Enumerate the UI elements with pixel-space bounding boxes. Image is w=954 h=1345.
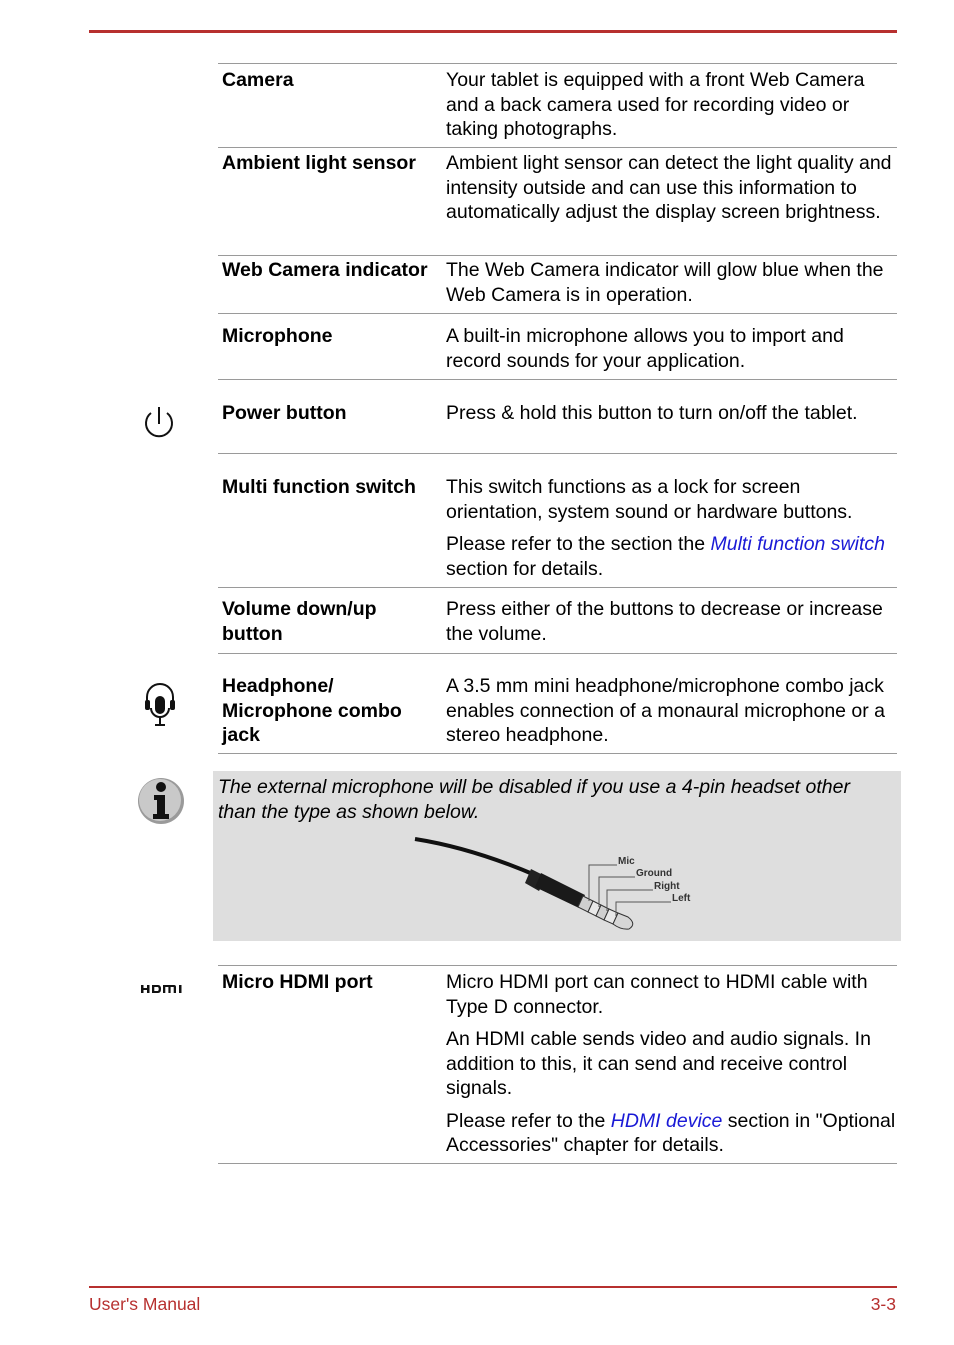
row-term: Power button: [222, 402, 347, 424]
note-text: The external microphone will be disabled if you use a 4-pin headset other than the type as shown below.: [218, 776, 850, 823]
hdmi-icon: [141, 977, 183, 1002]
table-rule: [218, 653, 897, 654]
table-rule: [218, 1163, 897, 1164]
row-description: A 3.5 mm mini headphone/microphone combo jack enables connection of a monaural microphone or a stereo headphone.: [446, 675, 886, 746]
row-description: Press either of the buttons to decrease or increase the volume.: [446, 598, 883, 645]
row-term: Volume down/up button: [222, 598, 377, 645]
row-description: This switch functions as a lock for screen orientation, system sound or hardware buttons. Please refer to the section the Multi function switch section for details.: [446, 476, 885, 580]
table-rule: [218, 453, 897, 454]
hdmi-device-link[interactable]: HDMI device: [610, 1109, 723, 1132]
footer-manual-title: User's Manual: [89, 1294, 201, 1314]
headset-mic-icon: [143, 680, 177, 735]
table-rule: [218, 587, 897, 588]
table-rule: [218, 965, 897, 966]
row-term: Ambient light sensor: [222, 152, 416, 174]
page-number: 3-3: [870, 1294, 896, 1314]
row-description: Your tablet is equipped with a front Web Camera and a back camera used for recording video or taking photographs.: [446, 69, 865, 140]
info-icon: [136, 776, 186, 833]
mic-label: Mic: [618, 856, 635, 867]
left-label: Left: [672, 893, 691, 904]
row-description: A built-in microphone allows you to import and record sounds for your application.: [446, 325, 844, 372]
headset-plug-figure: [413, 833, 713, 940]
table-rule: [218, 313, 897, 314]
table-rule: [218, 379, 897, 380]
row-term: Multi function switch: [222, 476, 416, 498]
row-term: Micro HDMI port: [222, 971, 373, 993]
row-description: The Web Camera indicator will glow blue when the Web Camera is in operation.: [446, 259, 884, 306]
header-rule: [89, 30, 897, 33]
table-rule: [218, 255, 897, 256]
right-label: Right: [654, 881, 680, 892]
row-term: Web Camera indicator: [222, 259, 428, 281]
table-rule: [218, 753, 897, 754]
table-rule: [218, 63, 897, 64]
table-rule: [218, 147, 897, 148]
row-description: Press & hold this button to turn on/off the tablet.: [446, 402, 858, 424]
multi-function-switch-link[interactable]: Multi function switch: [710, 533, 885, 555]
row-term: Microphone: [222, 325, 333, 347]
power-icon: [141, 405, 177, 452]
row-description: Micro HDMI port can connect to HDMI cable with Type D connector. An HDMI cable sends video and audio signals. In addition to this, it can send and receive control signals. Please refer to the HDMI device section in "Optional Accessories" chapter for details.: [446, 971, 896, 1156]
ground-label: Ground: [636, 868, 673, 879]
note-box: [213, 771, 901, 941]
row-term: Camera: [222, 69, 294, 91]
row-term: Headphone/ Microphone combo jack: [222, 675, 402, 746]
row-description: Ambient light sensor can detect the light quality and intensity outside and can use this information to automatically adjust the display screen brightness.: [446, 152, 892, 223]
footer-rule: [89, 1286, 897, 1288]
